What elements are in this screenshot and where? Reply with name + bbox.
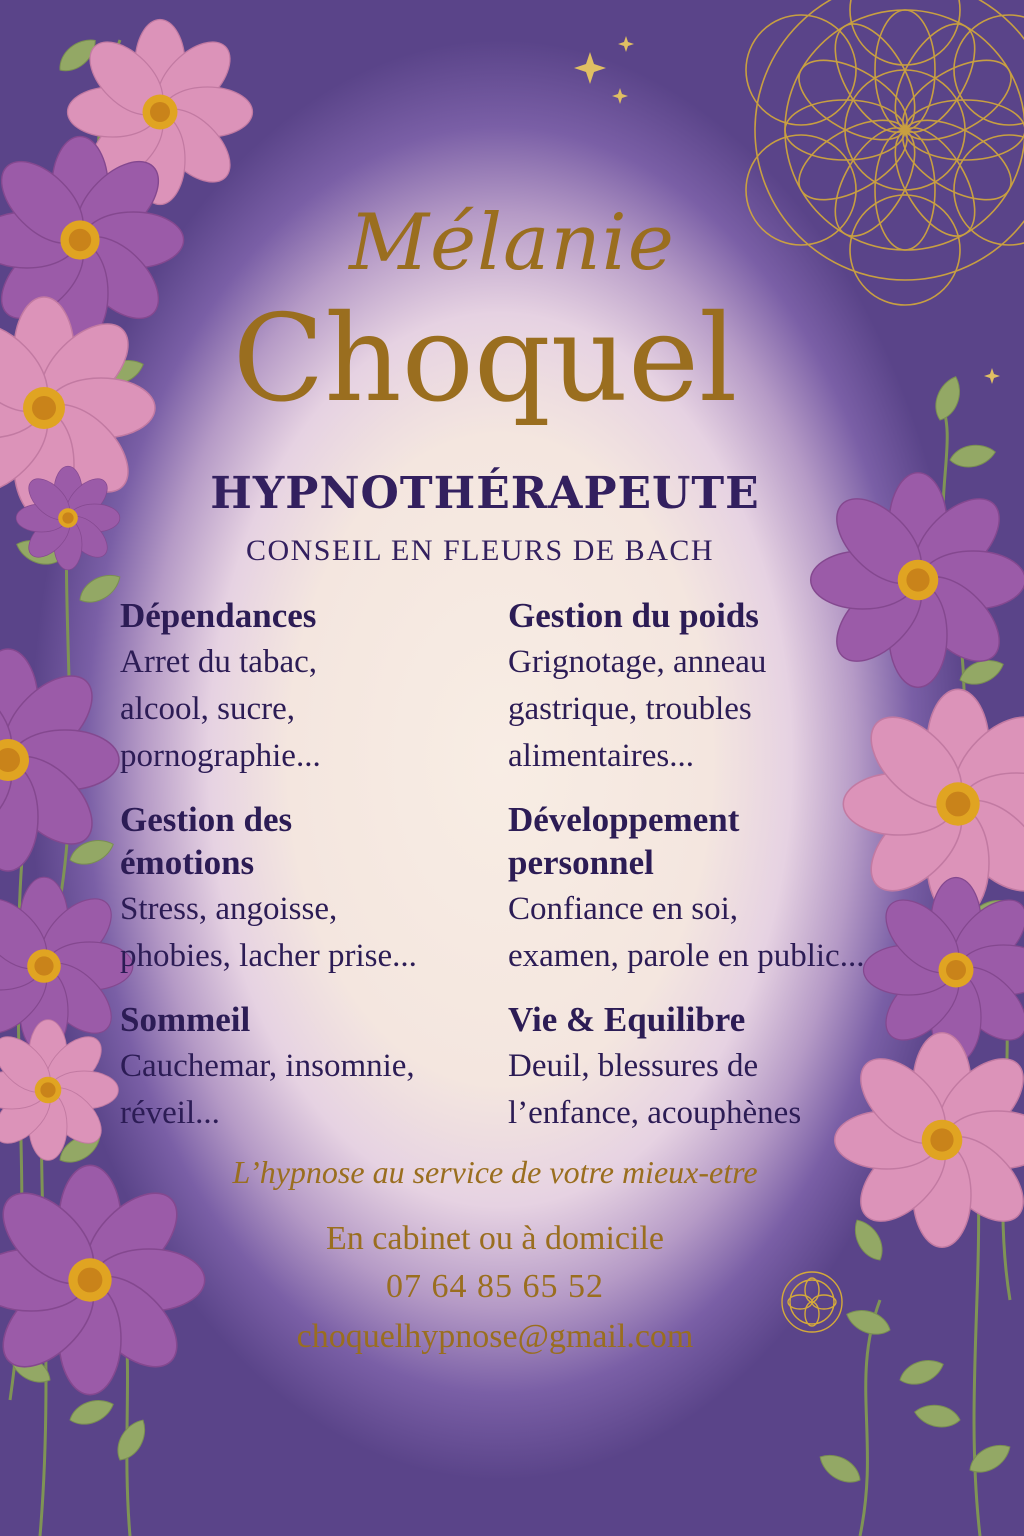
service-title: Vie & Equilibre: [508, 1000, 746, 1039]
contact-phone[interactable]: 07 64 85 65 52: [386, 1268, 604, 1305]
service-gestion-emotions: [120, 798, 417, 980]
slogan: L’hypnose au service de votre mieux-etre: [232, 1154, 758, 1190]
service-line: phobies, lacher prise...: [120, 938, 417, 974]
service-line: Cauchemar, insomnie,: [120, 1048, 415, 1084]
service-line: gastrique, troubles: [508, 691, 752, 727]
contact-location: En cabinet ou à domicile: [326, 1220, 664, 1257]
service-sommeil: [120, 998, 415, 1137]
service-title-line2: émotions: [120, 843, 255, 882]
service-title: Dépendances: [120, 596, 317, 635]
service-line: Deuil, blessures de: [508, 1048, 759, 1084]
service-line: pornographie...: [120, 738, 321, 774]
service-vie-equilibre: [508, 998, 801, 1137]
service-description: [120, 1043, 415, 1137]
service-line: examen, parole en public...: [508, 938, 865, 974]
service-dependances: [120, 594, 321, 780]
service-gestion-poids: [508, 594, 766, 780]
last-name: Choquel: [232, 290, 738, 429]
service-description: [120, 639, 321, 780]
service-developpement-personnel: [508, 798, 864, 980]
service-line: Arret du tabac,: [120, 644, 317, 680]
contact-email[interactable]: choquelhypnose@gmail.com: [296, 1318, 694, 1355]
service-title: Développement: [508, 800, 740, 839]
service-line: Stress, angoisse,: [120, 891, 338, 927]
service-line: alcool, sucre,: [120, 691, 296, 727]
service-title: Gestion des: [120, 800, 293, 839]
service-title: Gestion du poids: [508, 596, 759, 635]
service-line: Confiance en soi,: [508, 891, 739, 927]
service-description: [508, 1043, 801, 1137]
service-description: [120, 886, 417, 980]
service-line: réveil...: [120, 1095, 220, 1131]
service-line: alimentaires...: [508, 738, 695, 774]
profession-title: HYPNOTHÉRAPEUTE: [210, 468, 760, 519]
service-line: Grignotage, anneau: [508, 644, 767, 680]
first-name: Mélanie: [349, 198, 675, 288]
service-line: l’enfance, acouphènes: [508, 1095, 802, 1131]
service-title: Sommeil: [120, 1000, 251, 1039]
service-description: [508, 639, 766, 780]
service-title-line2: personnel: [508, 843, 654, 882]
tagline: CONSEIL EN FLEURS DE BACH: [245, 534, 715, 567]
service-description: [508, 886, 864, 980]
